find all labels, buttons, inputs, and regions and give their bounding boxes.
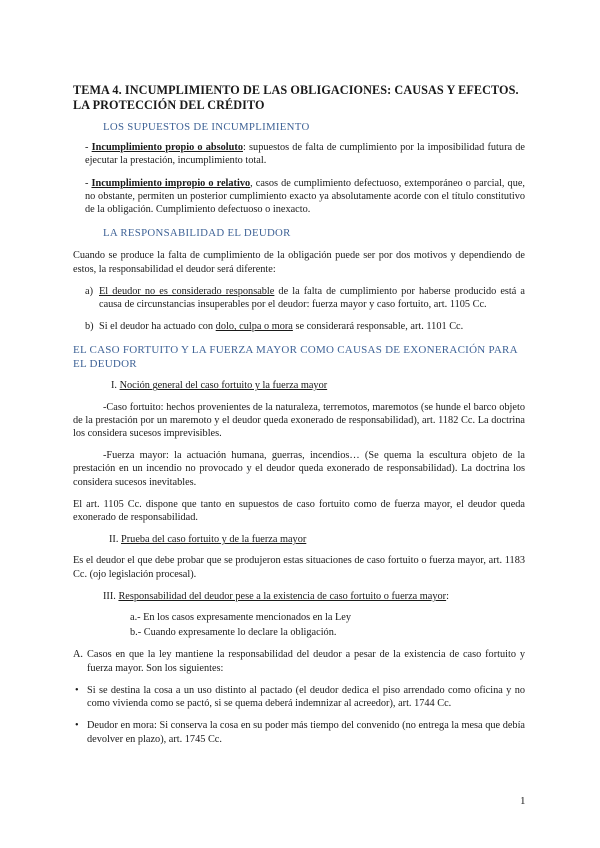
paragraph-incumplimiento-impropio: [85, 177, 525, 217]
paragraph-art-1105: El art. 1105 Cc. dispone que tanto en supuestos de caso fortuito como de fuerza mayor, el deudor queda exonerado de responsabilidad.: [73, 498, 525, 524]
paragraph-incumplimiento-propio: [85, 141, 525, 167]
heading-responsabilidad: LA RESPONSABILIDAD EL DEUDOR: [103, 227, 291, 240]
dash: -: [85, 142, 92, 154]
heading-supuestos: LOS SUPUESTOS DE INCUMPLIMIENTO: [103, 121, 310, 133]
document-page: [73, 83, 525, 746]
term-incumplimiento-propio: Incumplimiento propio o absoluto: [91, 142, 243, 154]
list-item-b: b) Si el deudor ha actuado con dolo, culpa o mora se considerará responsable, art. 1101 Cc.: [85, 321, 464, 333]
text-incumplimiento-impropio: , casos de cumplimiento defectuoso, extemporáneo o parcial, que, no obstante, permiten un posterior cumplimiento exacto ya absolutamente acorde con el título constitutivo de la obligación. Cumplimiento defectuoso o inexacto.: [85, 177, 525, 216]
heading-caso-fortuito: EL CASO FORTUITO Y LA FUERZA MAYOR COMO CAUSAS DE EXONERACIÓN PARA EL DEUDOR: [73, 344, 518, 371]
bullet-item-uso-distinto: • Si se destina la cosa a un uso distinto al pactado (el deudor dedica el piso arrendado como oficina y no como vivienda como se pactó, si se quema deberá indemnizar al acreedor), art. 1744 Cc.: [75, 684, 525, 710]
dash: -: [85, 177, 92, 189]
list-marker-b: b): [85, 321, 94, 333]
text-no-responsable: de la falta de cumplimiento por haberse producido está a causa de circunstancias insuperables por el deudor: fuerza mayor y caso fortuito, art. 1105 Cc.: [99, 285, 525, 311]
bullet-item-deudor-mora: • Deudor en mora: Si conserva la cosa en su poder más tiempo del convenido (no entrega la mesa que debía devolver en plazo), art. 1745 Cc.: [75, 720, 525, 745]
page-title: TEMA 4. INCUMPLIMIENTO DE LAS OBLIGACIONES: CAUSAS Y EFECTOS. LA PROTECCIÓN DEL CRÉDITO: [73, 83, 519, 112]
term-no-responsable: El deudor no es considerado responsable: [99, 285, 275, 297]
text-incumplimiento-propio: : supuestos de falta de cumplimiento por la imposibilidad futura de ejecutar la prestación, incumplimiento total.: [85, 142, 525, 167]
list-item-a: [85, 285, 525, 311]
list-item-A: [73, 648, 525, 674]
paragraph-responsabilidad-intro: Cuando se produce la falta de cumplimiento de la obligación puede ser por dos motivos y dependiendo de estos, la responsabilidad el deudor será diferente:: [73, 250, 525, 275]
bullet-icon: •: [75, 720, 79, 732]
bullet-icon: •: [75, 684, 79, 696]
paragraph-prueba: Es el deudor el que debe probar que se produjeron estas situaciones de caso fortuito o fuerza mayor, art. 1183 Cc. (ojo legislación procesal).: [73, 555, 525, 580]
page-number: 1: [520, 795, 526, 807]
sublist-item-a: a.- En los casos expresamente mencionados en la Ley: [130, 612, 352, 624]
sublist-item-b: b.- Cuando expresamente lo declare la obligación.: [130, 627, 337, 639]
subheading-prueba: II. Prueba del caso fortuito y de la fuerza mayor: [109, 534, 307, 546]
list-marker-A: A.: [73, 649, 84, 661]
term-incumplimiento-impropio: Incumplimiento impropio o relativo: [91, 177, 251, 189]
paragraph-fuerza-mayor: -Fuerza mayor: la actuación humana, guerras, incendios… (Se quema la escultura objeto de la prestación en un incendio no provocado y el deudor queda exonerado de responsabilidad). La doctrina los considera sucesos inevitables.: [73, 450, 525, 488]
subheading-nocion-general: I. Noción general del caso fortuito y la fuerza mayor: [111, 380, 328, 392]
paragraph-caso-fortuito: -Caso fortuito: hechos provenientes de la naturaleza, terremotos, maremotos (se hunde el barco objeto de la prestación por un maremoto y el deudor queda exonerado de responsabilidad), art. 1182 Cc. La doctrina los considera sucesos imprevisibles.: [73, 401, 525, 440]
list-marker-a: a): [85, 285, 93, 297]
text-list-A: Casos en que la ley mantiene la responsabilidad del deudor a pesar de la existencia de caso fortuito y fuerza mayor. Son los siguientes:: [87, 649, 525, 674]
term-dolo-culpa-mora: dolo, culpa o mora: [215, 321, 293, 333]
subheading-responsabilidad-pese: III. Responsabilidad del deudor pese a la existencia de caso fortuito o fuerza mayor:: [103, 590, 449, 602]
